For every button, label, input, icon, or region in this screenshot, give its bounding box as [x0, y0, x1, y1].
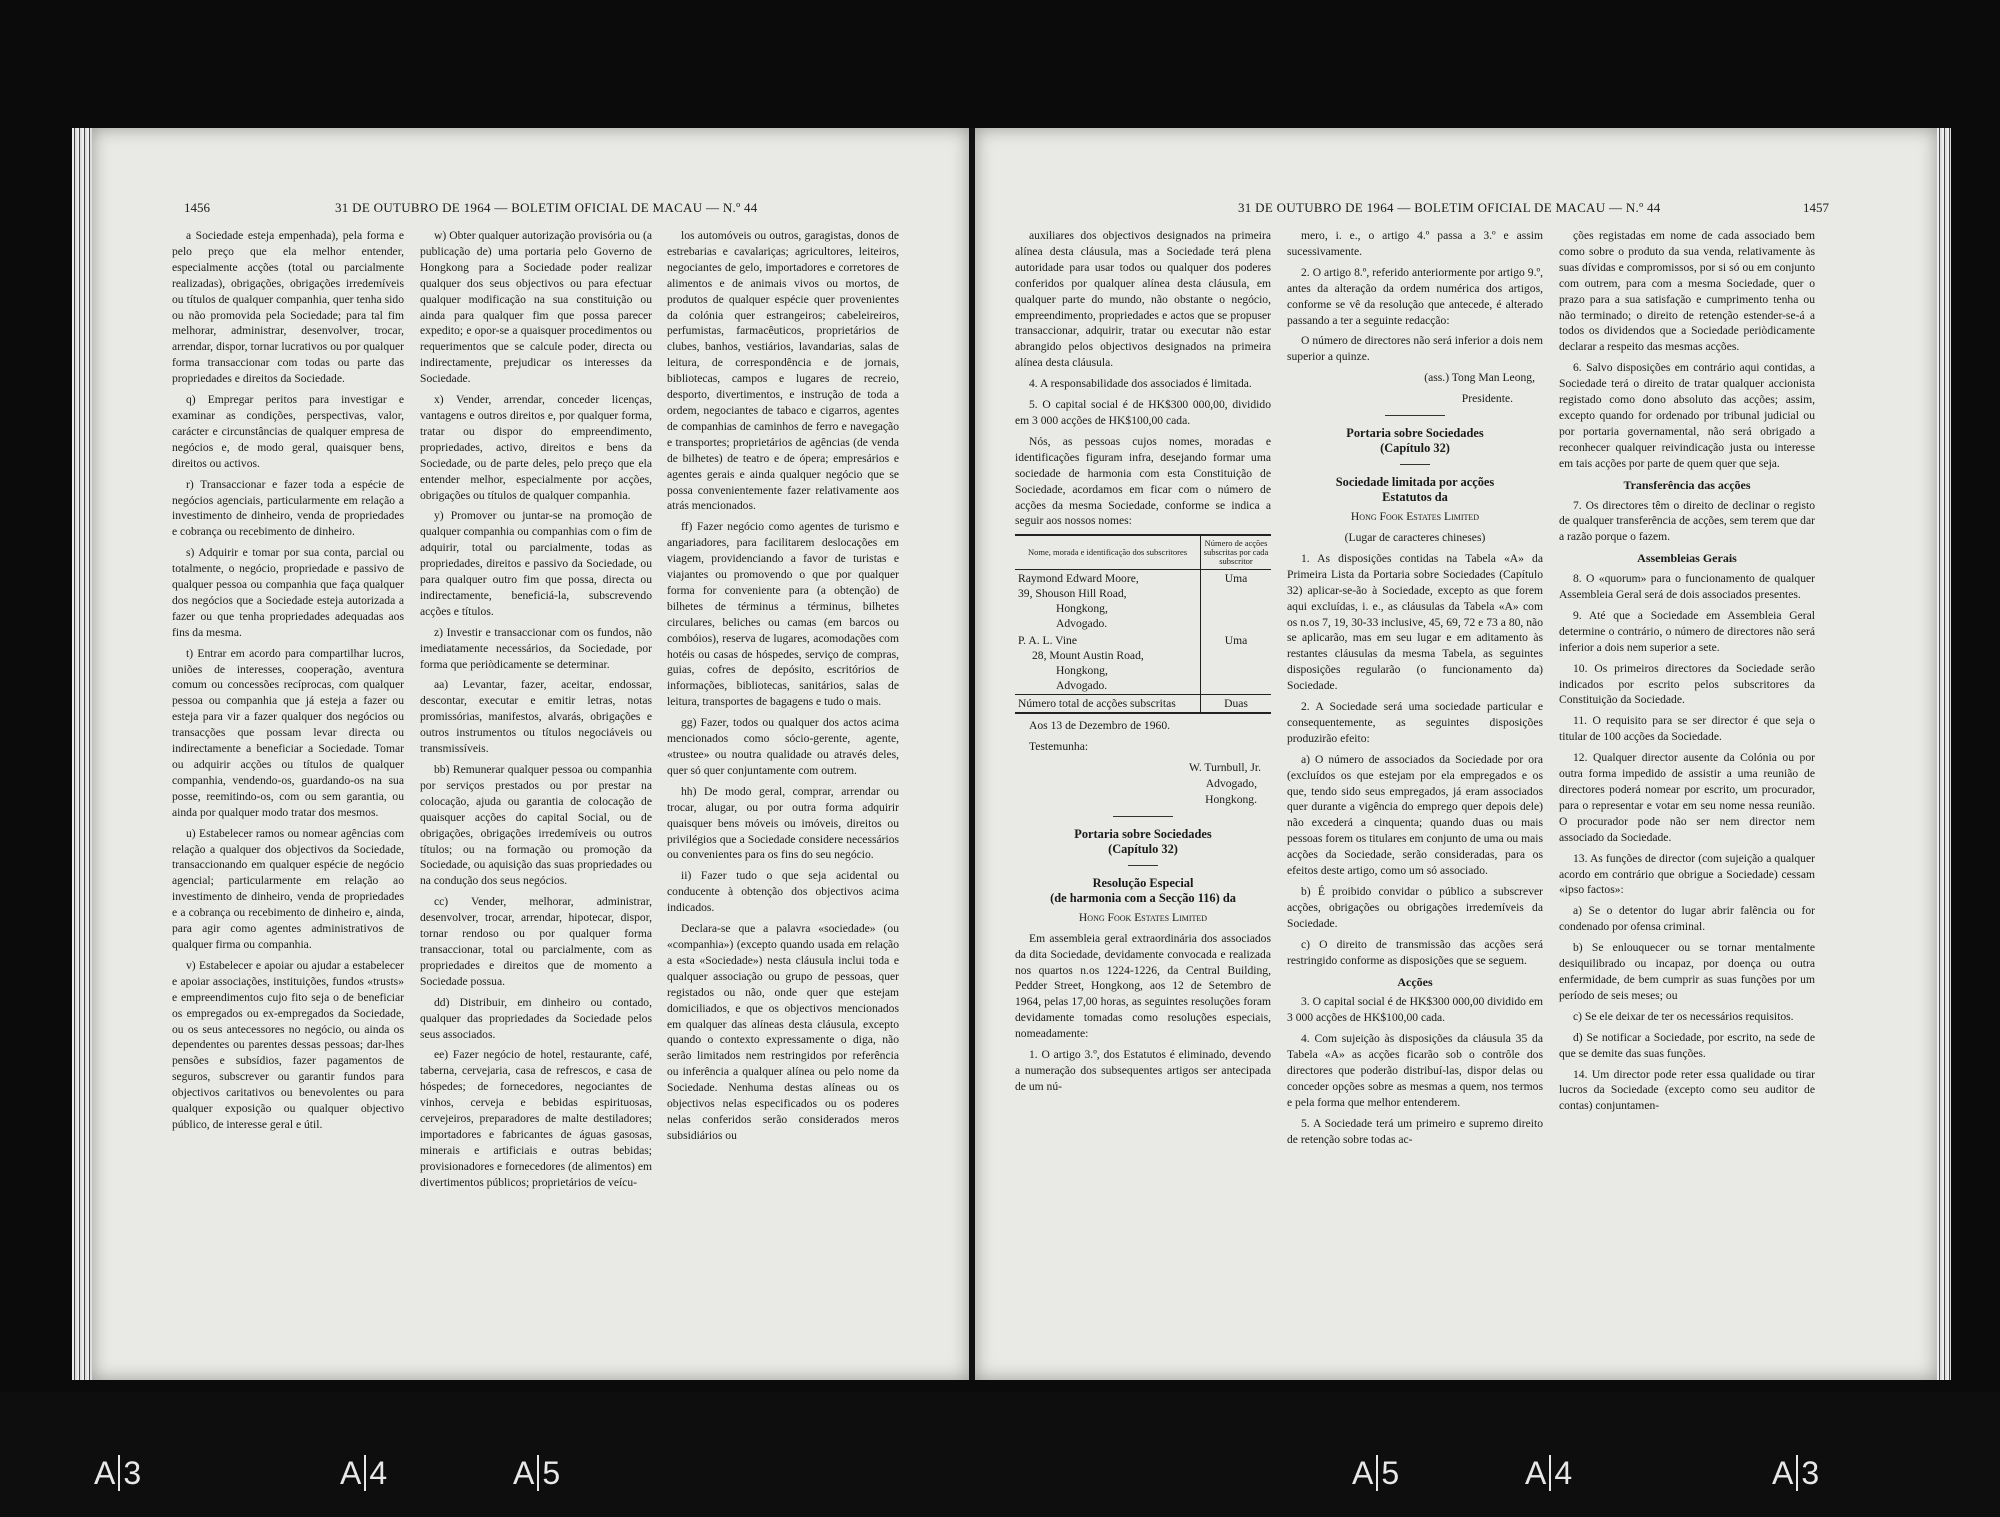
paragraph: w) Obter qualquer autorização provisória ou (a publicação de) uma portaria pelo Governo de Hongkong para a Sociedade poder realizar qualquer dos seus objectivos ou para efectuar qualquer modificação na sua constituição ou ainda para qualquer fim que possa parecer expedito; e opor-se a quaisquer procedimentos ou requerimentos que se calcule poder, directa ou indirectamente, prejudicar os interesses da Sociedade. [420, 229, 652, 386]
paragraph: 13. As funções de director (com sujeição a qualquer acordo em contrário que obrigue a Sociedade) cessam «ipso factos»: [1559, 851, 1815, 897]
resolution-title: Resolução Especial (de harmonia com a Secção 116) da [1050, 875, 1236, 905]
paragraph: 4. A responsabilidade dos associados é limitada. [1029, 377, 1252, 391]
subscriber-line: 39, Shouson Hill Road, [1018, 587, 1127, 601]
subscriber-line: Advogado. [1056, 617, 1108, 631]
frame-marker: A 5 [513, 1455, 561, 1491]
paragraph: 8. O «quorum» para o funcionamento de qualquer Assembleia Geral será de dois associados presentes. [1559, 572, 1815, 602]
book-spread [92, 128, 1937, 1380]
paragraph: 5. A Sociedade terá um primeiro e supremo direito de retenção sobre todas ac- [1287, 1116, 1543, 1146]
paragraph: mero, i. e., o artigo 4.º passa a 3.º e assim sucessivamente. [1287, 229, 1543, 258]
subscriber-line: 28, Mount Austin Road, [1032, 649, 1144, 663]
chinese-characters-note: (Lugar de caracteres chineses) [1344, 530, 1486, 544]
paragraph: ii) Fazer tudo o que seja acidental ou conducente à obtenção dos objectivos acima indicados. [667, 869, 899, 915]
table-row [1015, 570, 1271, 633]
paragraph: 10. Os primeiros directores da Sociedade serão indicados por escrito pelos subscritores da Constituição da Sociedade. [1559, 661, 1815, 707]
shares-count: Uma [1201, 570, 1272, 633]
paragraph: 1. O artigo 3.º, dos Estatutos é eliminado, devendo a numeração dos subsequentes artigos ser antecipada de um nú- [1015, 1048, 1271, 1093]
page-header-left: 31 DE OUTUBRO DE 1964 — BOLETIM OFICIAL DE MACAU — N.º 44 [335, 200, 758, 215]
paragraph: r) Transaccionar e fazer toda a espécie de negócios agenciais, particularmente em relação a investimento de dinheiro, venda de propriedades e cobrança ou recebimento de dinheiro. [172, 477, 404, 539]
paragraph: ções registadas em nome de cada associado bem como sobre o produto da sua venda, relativamente às suas dívidas e compromissos, por si só ou em conjunto com outrem, para com a mesma Sociedade, quer o prazo para a sua satisfação e cumprimento tenha ou não terminado; o direito de retenção estender-se-á a todos os dividendos que a Sociedade periòdicamente declarar a respeito das mesmas acções. [1559, 229, 1815, 354]
paragraph: s) Adquirir e tomar por sua conta, parcial ou totalmente, o negócio, propriedade e passivo de qualquer pessoa ou companhia que faça qualquer dos negócios que a Sociedade esteja autorizada a fazer ou que tenha propriedades adequadas aos fins da mesma. [172, 546, 404, 639]
paragraph: cc) Vender, melhorar, administrar, desenvolver, trocar, arrendar, hipotecar, dispor, tornar rendoso ou por qualquer forma transaccionar, total ou parcialmente, com as propriedades e direitos que de momento a Sociedade possua. [420, 895, 652, 988]
paragraph: u) Estabelecer ramos ou nomear agências com relação a qualquer dos objectivos da Sociedade, transaccionando em qualquer espécie de negócio agencial; particularmente em relação ao investimento de dinheiro, venda de propriedades e a cobrança ou recebimento de dinheiro e, ainda, para agir como agentes administrativos de qualquer firma ou companhia. [172, 826, 404, 951]
witness-label: Testemunha: [1029, 740, 1089, 754]
paragraph: gg) Fazer, todos ou qualquer dos actos acima mencionados como sócio-gerente, agente, «trustee» ou noutra qualidade ou através deles, quer só quer conjuntamente com outrem. [667, 716, 899, 777]
section-rule [1128, 865, 1158, 866]
frame-marker: A 5 [1352, 1455, 1400, 1491]
paragraph: 4. Com sujeição às disposições da cláusula 35 da Tabela «A» as acções ficarão sob o contrôle dos directores que poderão distribuí-las, dispor delas ou conceder opções sobre as mesmas a quem, nos termos e pela forma que melhor entenderem. [1287, 1032, 1543, 1109]
subscribers-table [1015, 534, 1271, 714]
paragraph: z) Investir e transaccionar com os fundos, não imediatamente necessários, da Sociedade, por forma que periòdicamente se determinar. [420, 625, 652, 671]
paragraph: Em assembleia geral extraordinária dos associados da dita Sociedade, devidamente convocada e realizada nos quartos n.os 1224-1226, da Central Building, Pedder Street, Hongkong, aos 12 de Setembro de 1964, pelas 17,00 horas, as seguintes resoluções foram devidamente tomadas como resoluções especiais, nomeadamente: [1015, 931, 1271, 1041]
frame-marker: A 4 [340, 1455, 388, 1491]
frame-marker: A 4 [1525, 1455, 1573, 1491]
right-page [975, 128, 1937, 1380]
section-rule [1385, 415, 1445, 416]
section-rule [1113, 816, 1173, 817]
section-heading: Transferência das acções [1623, 477, 1751, 492]
paragraph: hh) De modo geral, comprar, arrendar ou trocar, alugar, ou por outra forma adquirir quaisquer bens móveis ou imóveis, direitos ou privilégios que a Sociedade considere necessários ou convenientes para os fins do seu negócio. [667, 784, 899, 862]
section-heading: Assembleias Gerais [1637, 551, 1737, 566]
paragraph: Declara-se que a palavra «sociedade» (ou «companhia») (excepto quando usada em relação a esta «Sociedade») nesta cláusula inclui toda e qualquer associação ou grupo de pessoas, quer registados ou não, onde quer que estejam domiciliados, e que os objectivos mencionados em qualquer das alíneas desta cláusula, excepto quando o contexto expressamente o diga, não serão limitados nem restringidos por referência ou inferência a qualquer alínea ou pelo nome da Sociedade. Nenhuma destas alíneas ou os objectivos nelas especificados ou os poderes nelas conferidos serão considerados meros subsidiários ou [667, 922, 899, 1142]
portaria-title: Portaria sobre Sociedades (Capítulo 32) [1346, 426, 1484, 456]
total-shares: Duas [1201, 695, 1272, 714]
date-line: Aos 13 de Dezembro de 1960. [1029, 719, 1171, 733]
paragraph: q) Empregar peritos para investigar e examinar as condições, perspectivas, valor, carácter e circunstâncias de qualquer empresa de negócios e, de modo geral, quaisquer bens, direitos ou activos. [172, 393, 404, 470]
page-header-right: 31 DE OUTUBRO DE 1964 — BOLETIM OFICIAL DE MACAU — N.º 44 [1238, 200, 1661, 215]
shares-count: Uma [1201, 632, 1272, 695]
subscriber-line: Raymond Edward Moore, [1018, 572, 1139, 586]
witness-name: W. Turnbull, Jr. [1188, 761, 1261, 775]
frame-marker: A 3 [94, 1455, 142, 1491]
company-name: Hong Fook Estates Limited [1350, 510, 1480, 524]
total-label: Número total de acções subscritas [1015, 695, 1201, 714]
paragraph: c) O direito de transmissão das acções será restringido conforme as disposições que se seguem. [1287, 937, 1543, 967]
paragraph: Nós, as pessoas cujos nomes, moradas e identificações figuram infra, desejando formar uma sociedade de harmonia com esta Constituição de Sociedade, acordamos em ficar com o número de acções da mesma Sociedade, conforme se indica a seguir aos nossos nomes: [1015, 434, 1271, 528]
page-number-right: 1457 [1803, 200, 1829, 215]
company-name: Hong Fook Estates Limited [1078, 910, 1208, 924]
paragraph: a) Se o detentor do lugar abrir falência ou for condenado por ofensa criminal. [1559, 904, 1815, 934]
paragraph: 12. Qualquer director ausente da Colónia ou por outra forma impedido de assistir a uma reunião de directores poderá nomear por escrito, um procurador, para o representar e votar em seu nome nessa reunião. O procurador pode não ser nem director nem associado da Sociedade. [1559, 751, 1815, 844]
paragraph: los automóveis ou outros, garagistas, donos de estrebarias e cavalariças; agricultores, leiteiros, negociantes de gelo, importadores e corretores de alimentos e de animais vivos ou mortos, de produtos de qualquer espécie quer provenientes da colónia quer estrangeiros; cabeleireiros, perfumistas, farmacêuticos, proprietários de clubes, banhos, vestiários, lavandarias, salas de leitura, de correspondência e de jornais, bibliotecas, campos e lugares de recreio, desporto, divertimentos, e instrução de toda a ordem, negociantes de tabaco e cigarros, agentes de companhias de caminhos de ferro e navegação e transportes; proprietários de agências (de venda de bilhetes) de teatro e de ópera; empresários e agentes gerais e ainda qualquer negócio que se possa convenientemente fazer relativamente aos atrás mencionados. [667, 229, 899, 513]
paragraph: d) Se notificar a Sociedade, por escrito, na sede de que se demite das suas funções. [1559, 1030, 1815, 1060]
paragraph: 3. O capital social é de HK$300 000,00 dividido em 3 000 acções de HK$100,00 cada. [1287, 995, 1543, 1025]
paragraph: 14. Um director pode reter essa qualidade ou tirar lucros da Sociedade (excepto como seu auditor de contas) conjuntamen- [1559, 1067, 1815, 1113]
portaria-title: Portaria sobre Sociedades (Capítulo 32) [1074, 826, 1212, 856]
witness-line: Advogado, [1205, 777, 1257, 791]
witness-block [1015, 760, 1271, 808]
paragraph: 2. A Sociedade será uma sociedade particular e consequentemente, as seguintes disposições produzirão efeito: [1287, 700, 1543, 745]
paragraph: v) Estabelecer e apoiar ou ajudar a estabelecer e apoiar associações, instituições, fundos «trusts» e empreendimentos cujo fito seja o de beneficiar os empregados ou ex-empregados da Sociedade, ou os seus antecessores no negócio, ou ainda os dependentes ou parentes dessas pessoas; dar-lhes pensões e subsídios, fazer pagamentos de seguros, subscrever ou garantir fundos para objectivos caritativos ou benevolentes ou para qualquer exposição ou qualquer objectivo público, de interesse geral e útil. [172, 958, 404, 1131]
paragraph: 9. Até que a Sociedade em Assembleia Geral determine o contrário, o número de directores não será inferior a dois nem superior a sete. [1559, 608, 1815, 654]
paragraph: 5. O capital social é de HK$300 000,00, dividido em 3 000 acções de HK$100,00 cada. [1015, 398, 1271, 427]
table-header-number: Número de acções subscritas por cada subscritor [1201, 535, 1272, 570]
paragraph: aa) Levantar, fazer, aceitar, endossar, descontar, executar e emitir letras, notas promissórias, manifestos, alvarás, obrigações e outros instrumentos ou títulos negociáveis ou transmissíveis. [420, 678, 652, 756]
right-column-2 [1287, 228, 1543, 1153]
paragraph: 6. Salvo disposições em contrário aqui contidas, a Sociedade terá o direito de tratar qualquer accionista registado como dono absoluto das acções; assim, excepto quando for ordenado por tribunal judicial ou por portaria governamental, não será obrigado a reconhecer qualquer reivindicação justa ou interesse em tais acções por parte de quem quer que seja. [1559, 361, 1815, 470]
paragraph: a) O número de associados da Sociedade por ora (excluídos os que estejam por ela empregados e os que, tendo sido seus empregados, já eram associados quer durante a vigência do emprego quer depois dele) não excederá a cinquenta; quando duas ou mais pessoas forem os titulares em conjunto de uma ou mais acções da Sociedade, serão consideradas, para os efeitos deste artigo, como um só associado. [1287, 752, 1543, 878]
paragraph: bb) Remunerar qualquer pessoa ou companhia por serviços prestados ou por prestar na colocação, ajuda ou garantia de colocação de quaisquer acções do capital Social, ou de obrigações, obrigações irredemíveis ou outros títulos; ou na formação ou promoção da Sociedade, ou aquisição das suas propriedades ou na condução dos seus negócios. [420, 763, 652, 888]
subscriber-line: Hongkong, [1056, 602, 1108, 616]
film-strip [0, 1392, 2000, 1517]
left-page-edge [72, 128, 92, 1380]
table-total-row [1015, 695, 1271, 714]
paragraph: 1. As disposições contidas na Tabela «A» da Primeira Lista da Portaria sobre Sociedades (Capítulo 32) aplicar-se-ão à Sociedade, excepto as que forem aqui excluídas, i. e., as cláusulas da Tabela «A» com os n.os 7, 19, 30-33 inclusive, 45, 69, 72 e 73 a 80, não se aplicarão, mas em seu lugar e em aditamento às restantes cláusulas da mesma Tabela, as seguintes disposições regularão (o funcionamento da) Sociedade. [1287, 551, 1543, 693]
paragraph: O número de directores não será inferior a dois nem superior a quinze. [1287, 334, 1543, 364]
subscriber-line: Advogado. [1056, 679, 1108, 693]
statutes-title: Sociedade limitada por acções Estatutos da [1335, 475, 1495, 505]
paragraph: 2. O artigo 8.º, referido anteriormente por artigo 9.º, antes da alteração da ordem numérica dos artigos, conforme se vê da resolução que antecede, é alterado passando a ter a seguinte redacção: [1287, 265, 1543, 327]
frame-marker: A 3 [1772, 1455, 1820, 1491]
signature-role: Presidente. [1461, 392, 1513, 406]
section-rule [1400, 464, 1430, 465]
table-header-name: Nome, morada e identificação dos subscritores [1015, 535, 1201, 570]
paragraph: y) Promover ou juntar-se na promoção de qualquer companhia ou companhias com o fim de adquirir, total ou parcialmente, todas as propriedades, direitos e passivo da Sociedade, ou para qualquer outro fim que possa, directa ou indirectamente, beneficiá-la, subscrevendo acções e títulos. [420, 509, 652, 618]
left-column-1 [172, 228, 404, 1138]
paragraph: a Sociedade esteja empenhada), pela forma e pelo preço que ela melhor entender, especialmente acções (total ou parcialmente realizadas), obrigações, obrigações irredemíveis ou títulos de qualquer companhia, quer tenha sido ou não promovida pela Sociedade; para tal fim melhorar, administrar, desenvolver, trocar, arrendar, dispor, tornar lucrativos ou por qualquer forma transaccionar com todas ou parte das propriedades e direitos da Sociedade. [172, 229, 404, 386]
paragraph: x) Vender, arrendar, conceder licenças, vantagens e outros direitos e, por qualquer forma, tratar ou dispor do empreendimento, propriedades, activo, direitos e bens da Sociedade, ou de parte deles, pelo preço que ela entender melhor, especialmente por acções, obrigações ou títulos de qualquer companhia. [420, 393, 652, 502]
right-column-3 [1559, 228, 1815, 1119]
paragraph: auxiliares dos objectivos designados na primeira alínea desta cláusula, mas a Sociedade terá plena autoridade para usar todos ou qualquer dos poderes conferidos por qualquer alínea desta cláusula, em qualquer parte do mundo, não obstante o negócio, empreendimento, propriedades e actos que se propuser transaccionar, adquirir, tratar ou executar não estar abrangido pelos objectivos designados na primeira alínea desta cláusula. [1015, 229, 1271, 370]
paragraph: dd) Distribuir, em dinheiro ou contado, qualquer das propriedades da Sociedade pelos seus associados. [420, 995, 652, 1041]
paragraph: ff) Fazer negócio como agentes de turismo e angariadores, para facilitarem deslocações em viagem, providenciando a favor de turistas e viajantes ou promovendo o que por qualquer forma for conveniente para (a obtenção) de bilhetes de términus a términus, bilhetes circulares, beliches ou camas (em barcos ou combóios), reserva de lugares, acomodações com hotéis ou casas de hóspedes, serviço de compras, guias, cofres de depósito, escritórios de informações, bibliotecas, sanitários, salas de leitura, transportes de bagagens e tudo o mais. [667, 520, 899, 709]
subscriber-line: Hongkong, [1056, 664, 1108, 678]
left-column-2 [420, 228, 652, 1196]
table-row [1015, 632, 1271, 695]
page-number-left: 1456 [184, 200, 210, 215]
paragraph: 7. Os directores têm o direito de declinar o registo de qualquer transferência de acções, sem terem que dar a razão porque o fazem. [1559, 498, 1815, 544]
paragraph: t) Entrar em acordo para compartilhar lucros, uniões de interesses, cooperação, aventura comum ou concessões recíprocas, com qualquer pessoa ou companhia que já esteja a fazer ou esteja para vir a fazer qualquer dos negócios ou transacções que possam levar directa ou indirectamente a beneficiar a Sociedade. Tomar ou adquirir acções ou títulos de qualquer companhia, vendendo-os, guardando-os na sua posse, reemitindo-os, com ou sem garantia, ou ainda por qualquer modo tratar dos mesmos. [172, 646, 404, 819]
section-heading: Acções [1397, 974, 1433, 989]
witness-line: Hongkong. [1205, 792, 1257, 806]
left-page [92, 128, 969, 1380]
right-page-edge [1937, 128, 1951, 1380]
paragraph: 11. O requisito para se ser director é que seja o titular de 100 acções da Sociedade. [1559, 714, 1815, 744]
paragraph: ee) Fazer negócio de hotel, restaurante, café, taberna, cervejaria, casa de refrescos, e casa de hóspedes; de fornecedores, negociantes de vinhos, cerveja e bebidas espirituosas, cervejeiros, preparadores de malte destiladores; importadores e fabricantes de águas gasosas, minerais e artificiais e outras bebidas; provisionadores e fornecedores (de alimentos) em divertimentos públicos; proprietários de veícu- [420, 1048, 652, 1189]
signature: (ass.) Tong Man Leong, [1424, 371, 1535, 385]
right-column-1 [1015, 228, 1271, 1100]
paragraph: b) É proibido convidar o público a subscrever acções, obrigações ou obrigações irredemíveis da Sociedade. [1287, 885, 1543, 930]
subscriber-line: P. A. L. Vine [1018, 634, 1077, 648]
left-column-3 [667, 228, 899, 1149]
paragraph: c) Se ele deixar de ter os necessários requisitos. [1573, 1009, 1794, 1023]
paragraph: b) Se enlouquecer ou se tornar mentalmente desiquilibrado ou incapaz, por doença ou outra enfermidade, de bem cumprir as suas funções por um período de seis meses; ou [1559, 941, 1815, 1002]
